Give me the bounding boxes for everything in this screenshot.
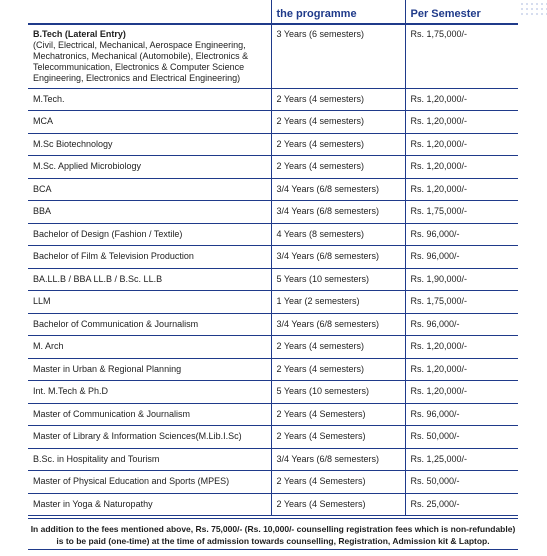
course-cell: Bachelor of Design (Fashion / Textile) <box>28 223 271 246</box>
table-header-row <box>28 0 518 24</box>
course-detail: Telecommunication, Electronics & Computer Science <box>33 62 245 72</box>
course-cell: Master in Urban & Regional Planning <box>28 358 271 381</box>
duration-cell: 2 Years (4 Semesters) <box>271 403 405 426</box>
course-cell: Master of Communication & Journalism <box>28 403 271 426</box>
fee-cell: Rs. 1,20,000/- <box>405 133 518 156</box>
course-name: B.Tech (Lateral Entry) <box>33 29 126 39</box>
table-row <box>28 471 518 494</box>
duration-cell: 2 Years (4 semesters) <box>271 88 405 111</box>
course-cell: M. Arch <box>28 336 271 359</box>
duration-cell: 2 Years (4 semesters) <box>271 133 405 156</box>
table-row <box>28 201 518 224</box>
table-row <box>28 178 518 201</box>
table-row <box>28 313 518 336</box>
duration-cell: 3/4 Years (6/8 semesters) <box>271 178 405 201</box>
fee-cell: Rs. 50,000/- <box>405 426 518 449</box>
fee-cell: Rs. 96,000/- <box>405 313 518 336</box>
fee-cell: Rs. 1,75,000/- <box>405 291 518 314</box>
fee-cell: Rs. 1,20,000/- <box>405 178 518 201</box>
fee-column-header: Per Semester <box>405 0 518 24</box>
table-row <box>28 448 518 471</box>
duration-cell: 3/4 Years (6/8 semesters) <box>271 313 405 336</box>
course-detail: (Civil, Electrical, Mechanical, Aerospace Engineering, <box>33 40 246 50</box>
table-row <box>28 493 518 516</box>
fee-cell: Rs. 1,20,000/- <box>405 336 518 359</box>
fee-cell: Rs. 1,20,000/- <box>405 88 518 111</box>
course-cell: Bachelor of Communication & Journalism <box>28 313 271 336</box>
fee-cell: Rs. 1,75,000/- <box>405 201 518 224</box>
duration-cell: 2 Years (4 Semesters) <box>271 426 405 449</box>
duration-cell: 2 Years (4 Semesters) <box>271 471 405 494</box>
fee-cell: Rs. 50,000/- <box>405 471 518 494</box>
footer-note <box>28 518 518 550</box>
fee-cell: Rs. 96,000/- <box>405 403 518 426</box>
footer-note-line: In addition to the fees mentioned above, Rs. 75,000/- (Rs. 10,000/- counselling registration fees which is non-refundable) <box>30 524 516 534</box>
table-row <box>28 156 518 179</box>
decorative-dot-pattern <box>521 3 547 17</box>
table-row <box>28 133 518 156</box>
duration-cell: 2 Years (4 semesters) <box>271 358 405 381</box>
course-cell: Bachelor of Film & Television Production <box>28 246 271 269</box>
fee-cell: Rs. 1,90,000/- <box>405 268 518 291</box>
table-row <box>28 111 518 134</box>
table-row <box>28 426 518 449</box>
course-detail: Mechatronics, Mechanical (Automobile), Electronics & <box>33 51 249 61</box>
course-cell: LLM <box>28 291 271 314</box>
duration-cell: 5 Years (10 semesters) <box>271 381 405 404</box>
course-cell: BBA <box>28 201 271 224</box>
course-cell: Int. M.Tech & Ph.D <box>28 381 271 404</box>
course-cell: Master of Library & Information Sciences(M.Lib.I.Sc) <box>28 426 271 449</box>
course-cell: Master of Physical Education and Sports (MPES) <box>28 471 271 494</box>
fee-cell: Rs. 1,20,000/- <box>405 381 518 404</box>
table-row <box>28 336 518 359</box>
course-column-header <box>28 0 271 24</box>
course-cell: M.Tech. <box>28 88 271 111</box>
fee-cell: Rs. 96,000/- <box>405 246 518 269</box>
table-row <box>28 88 518 111</box>
fee-cell: Rs. 25,000/- <box>405 493 518 516</box>
table-row <box>28 358 518 381</box>
table-row <box>28 291 518 314</box>
course-cell: BA.LL.B / BBA LL.B / B.Sc. LL.B <box>28 268 271 291</box>
table-row <box>28 403 518 426</box>
duration-cell: 2 Years (4 semesters) <box>271 156 405 179</box>
course-cell: BCA <box>28 178 271 201</box>
footer-note-line: is to be paid (one-time) at the time of admission towards counselling, Registration, Admission kit & Laptop. <box>56 536 490 546</box>
table-row <box>28 24 518 88</box>
fee-cell: Rs. 1,20,000/- <box>405 156 518 179</box>
fee-cell: Rs. 1,20,000/- <box>405 358 518 381</box>
duration-cell: 4 Years (8 semesters) <box>271 223 405 246</box>
table-row <box>28 268 518 291</box>
duration-cell: 3 Years (6 semesters) <box>271 24 405 88</box>
course-detail: Engineering, Electronics and Electrical Engineering) <box>33 73 241 83</box>
duration-cell: 3/4 Years (6/8 semesters) <box>271 448 405 471</box>
table-row <box>28 246 518 269</box>
duration-column-header: the programme <box>271 0 405 24</box>
fee-cell: Rs. 1,75,000/- <box>405 24 518 88</box>
fee-cell: Rs. 1,25,000/- <box>405 448 518 471</box>
fee-cell: Rs. 96,000/- <box>405 223 518 246</box>
course-cell: B.Sc. in Hospitality and Tourism <box>28 448 271 471</box>
duration-cell: 3/4 Years (6/8 semesters) <box>271 246 405 269</box>
duration-cell: 3/4 Years (6/8 semesters) <box>271 201 405 224</box>
course-cell: MCA <box>28 111 271 134</box>
course-cell: M.Sc. Applied Microbiology <box>28 156 271 179</box>
fee-table <box>28 0 518 516</box>
table-row <box>28 381 518 404</box>
course-cell <box>28 24 271 88</box>
duration-cell: 5 Years (10 semesters) <box>271 268 405 291</box>
fee-cell: Rs. 1,20,000/- <box>405 111 518 134</box>
course-cell: Master in Yoga & Naturopathy <box>28 493 271 516</box>
duration-cell: 2 Years (4 Semesters) <box>271 493 405 516</box>
course-cell: M.Sc Biotechnology <box>28 133 271 156</box>
duration-cell: 2 Years (4 semesters) <box>271 336 405 359</box>
duration-cell: 1 Year (2 semesters) <box>271 291 405 314</box>
duration-cell: 2 Years (4 semesters) <box>271 111 405 134</box>
table-row <box>28 223 518 246</box>
